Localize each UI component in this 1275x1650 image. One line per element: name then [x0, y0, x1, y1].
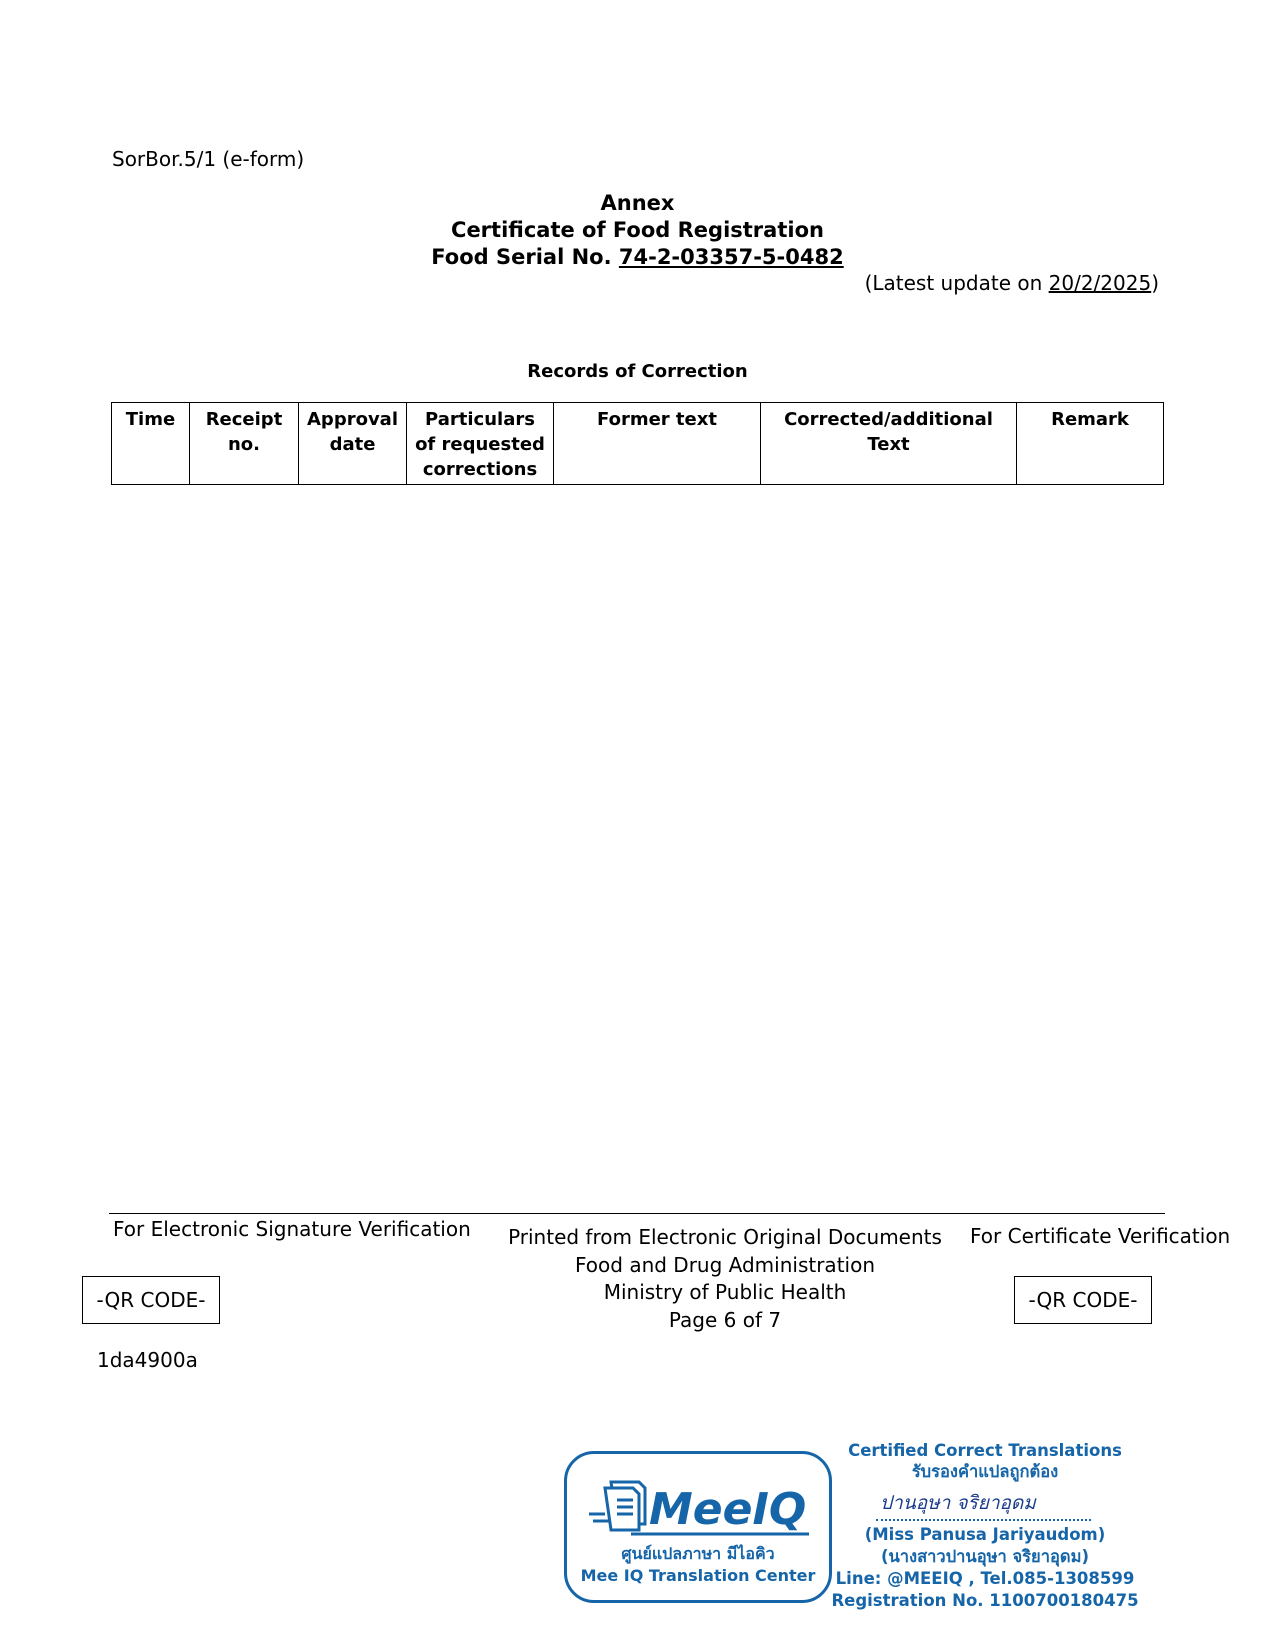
- certified-translations-title: Certified Correct Translations: [848, 1441, 1122, 1460]
- page-number: Page 6 of 7: [668, 1307, 782, 1332]
- food-serial-prefix: Food Serial No.: [431, 245, 619, 269]
- meeiq-logo-icon: [587, 1474, 815, 1538]
- certificate-title: Certificate of Food Registration: [451, 218, 824, 242]
- food-serial-line: [0, 244, 1275, 271]
- translator-registration: Registration No. 1100700180475: [831, 1591, 1139, 1610]
- printed-line: Printed from Electronic Original Documents: [508, 1225, 942, 1249]
- qr-code-placeholder-right: -QR CODE-: [1014, 1276, 1152, 1324]
- meeiq-logo-text: MeeIQ: [649, 1484, 807, 1535]
- printed-line: Ministry of Public Health: [603, 1280, 847, 1304]
- svg-text:ปานอุษา จริยาอุดม: ปานอุษา จริยาอุดม: [880, 1492, 1036, 1514]
- footer-divider: [109, 1213, 1165, 1214]
- certificate-verification-label: For Certificate Verification: [970, 1224, 1231, 1248]
- printed-from-block: [495, 1224, 955, 1334]
- column-header-corrected-text: Corrected/additional Text: [761, 403, 1017, 485]
- column-header-former-text: Former text: [554, 403, 761, 485]
- column-header-time: Time: [112, 403, 190, 485]
- column-header-receipt-no: Receipt no.: [190, 403, 299, 485]
- column-header-remark: Remark: [1017, 403, 1164, 485]
- translator-signature: [872, 1485, 1102, 1519]
- latest-update-suffix: ): [1151, 271, 1159, 295]
- form-code: SorBor.5/1 (e-form): [112, 147, 305, 171]
- table-header-row: [112, 403, 1164, 485]
- document-code: 1da4900a: [97, 1348, 198, 1372]
- latest-update: [865, 271, 1159, 295]
- latest-update-prefix: (Latest update on: [864, 271, 1049, 295]
- certified-translations-title-thai: รับรองคำแปลถูกต้อง: [911, 1462, 1059, 1481]
- signature-dotted-line: [876, 1519, 1091, 1521]
- latest-update-date: 20/2/2025: [1048, 271, 1152, 295]
- annex-heading: Annex: [600, 191, 675, 215]
- records-title: Records of Correction: [527, 361, 748, 382]
- stamp-english-name: Mee IQ Translation Center: [580, 1566, 816, 1585]
- stamp-thai-name: ศูนย์แปลภาษา มีไอคิว: [621, 1544, 775, 1563]
- printed-line: Food and Drug Administration: [575, 1252, 875, 1277]
- translator-contact: Line: @MEEIQ , Tel.085-1308599: [835, 1569, 1135, 1588]
- column-header-approval-date: Approval date: [299, 403, 407, 485]
- esig-verification-label: For Electronic Signature Verification: [113, 1217, 471, 1241]
- corrections-table: [111, 402, 1164, 485]
- food-serial-number: 74-2-03357-5-0482: [618, 245, 844, 269]
- translator-name-en: (Miss Panusa Jariyaudom): [864, 1525, 1106, 1544]
- meeiq-stamp: [564, 1451, 832, 1603]
- translator-name-th: (นางสาวปานอุษา จริยาอุดม): [880, 1547, 1090, 1566]
- qr-code-placeholder-left: -QR CODE-: [82, 1276, 220, 1324]
- column-header-particulars: Particulars of requested corrections: [407, 403, 554, 485]
